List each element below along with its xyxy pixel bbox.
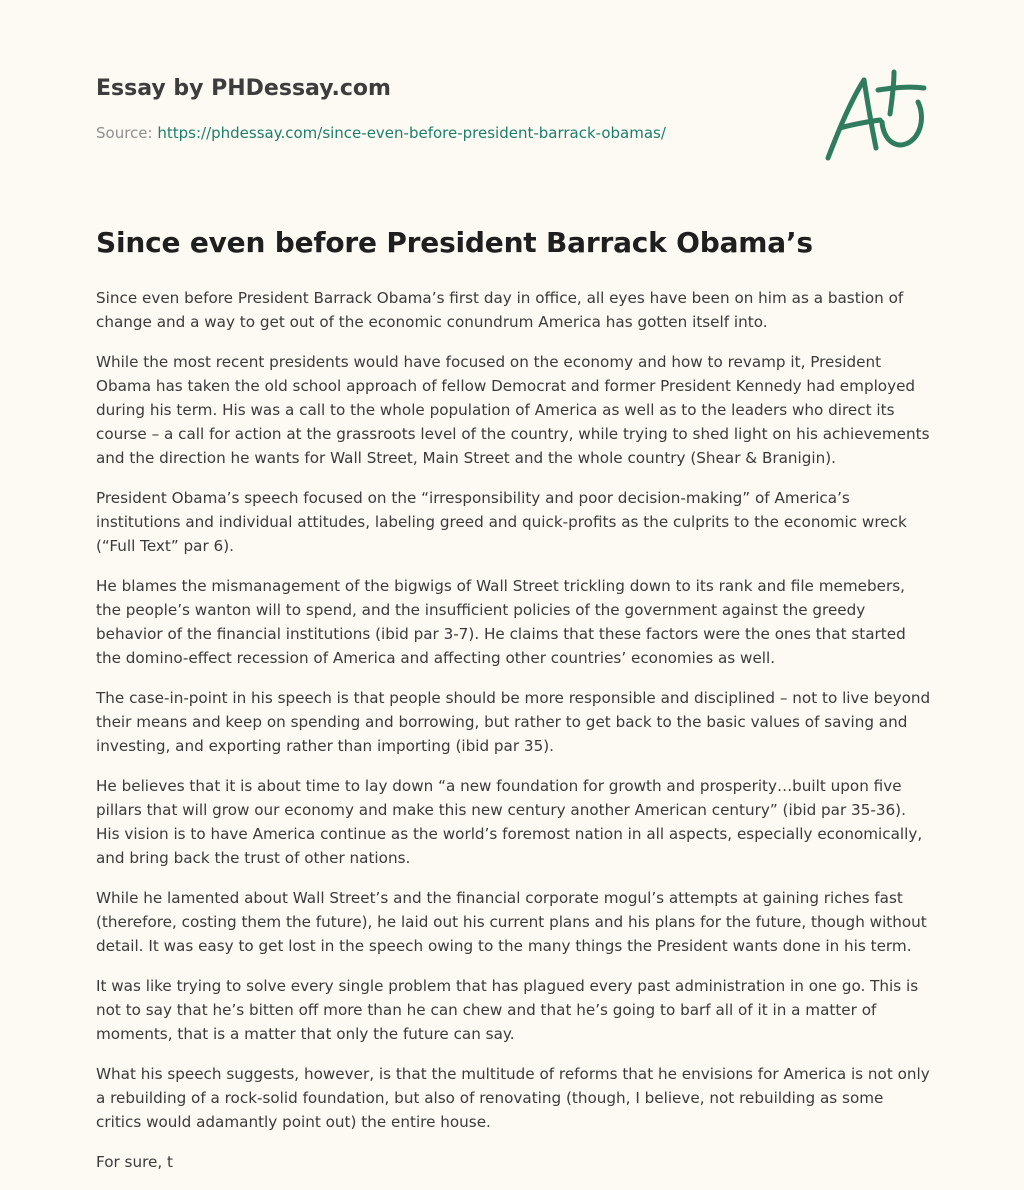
essay-paragraph: What his speech suggests, however, is that the multitude of reforms that he envisions for America is not only a rebuilding of a rock-solid foundation, but also of renovating (though, I believe, not rebuilding as some critics would adamantly point out) the entire house. (96, 1065, 930, 1131)
essay-paragraph-truncated: For sure, t (96, 1153, 173, 1171)
essay-body (96, 286, 932, 1190)
source-label: Source: (96, 124, 153, 142)
essay-paragraph: It was like trying to solve every single problem that has plagued every past administration in one go. This is not to say that he’s bitten off more than he can chew and that he’s going to barf all of it in a matter of moments, that is a matter that only the future can say. (96, 977, 919, 1043)
essay-paragraph: President Obama’s speech focused on the “irresponsibility and poor decision-making” of America’s institutions and individual attitudes, labeling greed and quick-profits as the culprits to the economic wreck (“Full Text” par 6). (96, 489, 907, 555)
essay-paragraph: Since even before President Barrack Obama’s first day in office, all eyes have been on him as a bastion of change and a way to get out of the economic conundrum America has gotten itself into. (96, 289, 904, 331)
essay-paragraph: While the most recent presidents would have focused on the economy and how to revamp it, President Obama has taken the old school approach of fellow Democrat and former President Kennedy had employed during his term. His was a call to the whole population of America as well as to the leaders who direct its course – a call for action at the grassroots level of the country, while trying to shed light on his achievements and the direction he wants for Wall Street, Main Street and the whole country (Shear & Branigin). (96, 353, 930, 467)
essay-paragraph: He believes that it is about time to lay down “a new foundation for growth and prosperity…built upon five pillars that will grow our economy and make this new century another American century” (ibid par 35-36). His vision is to have America continue as the world’s foremost nation in all aspects, especially economically, and bring back the trust of other nations. (96, 777, 923, 867)
essay-paragraph: The case-in-point in his speech is that people should be more responsible and disciplined – not to live beyond their means and keep on spending and borrowing, but rather to get back to the basic values of saving and investing, and exporting rather than importing (ibid par 35). (96, 689, 931, 755)
essay-paragraph: He blames the mismanagement of the bigwigs of Wall Street trickling down to its rank and file memebers, the people’s wanton will to spend, and the insufficient policies of the government against the greedy behavior of the financial institutions (ibid par 3-7). He claims that these factors were the ones that started the domino-effect recession of America and affecting other countries’ economies as well. (96, 577, 906, 667)
essay-paragraph: While he lamented about Wall Street’s and the financial corporate mogul’s attempts at gaining riches fast (therefore, costing them the future), he laid out his current plans and his plans for the future, though without detail. It was easy to get lost in the speech owing to the many things the President wants done in his term. (96, 889, 927, 955)
a-plus-logo-icon (820, 66, 930, 166)
brand-title: Essay by PHDessay.com (96, 76, 391, 101)
source-link[interactable]: https://phdessay.com/since-even-before-president-barrack-obamas/ (157, 124, 666, 142)
essay-title: Since even before President Barrack Obama’s (96, 226, 813, 259)
source-line (96, 124, 666, 142)
